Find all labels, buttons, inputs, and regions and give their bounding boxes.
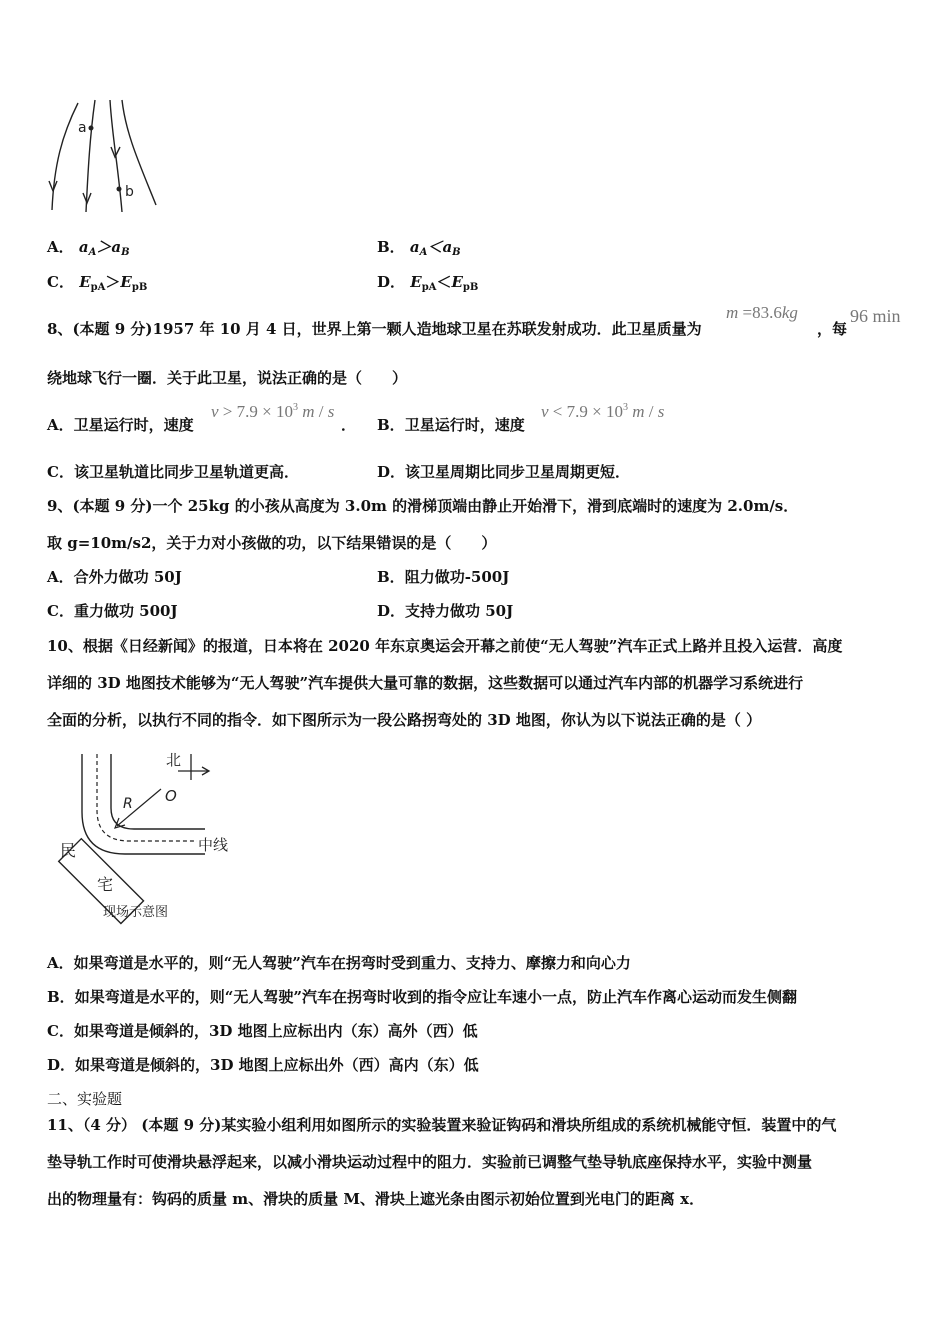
q9-option-a [47, 566, 182, 587]
q8-option-c [47, 461, 299, 482]
q11-score: （4 分） [82, 1116, 137, 1134]
option-letter: C． [47, 602, 74, 620]
option-letter: B． [377, 416, 405, 434]
question-number: 8、 [47, 320, 73, 338]
road-midline [97, 754, 197, 841]
q8-a-formula: $v > 7.9 \times 10^3$ m / s [211, 402, 335, 421]
option-letter: C． [47, 463, 74, 481]
q8-option-d [377, 461, 630, 482]
label-a: a [78, 120, 87, 136]
q11-line1 [47, 1114, 836, 1135]
option-text: 该卫星周期比同步卫星周期更短． [405, 463, 631, 481]
q8-option-b [377, 414, 525, 435]
q11-line2: 垫导轨工作时可使滑块悬浮起来，以减小滑块运动过程中的阻力．实验前已调整气垫导轨底座保持水平，实验中测量 [47, 1153, 813, 1171]
q8-line1 [47, 318, 702, 339]
option-letter: D． [377, 463, 406, 481]
option-letter: D． [377, 602, 406, 620]
option-text: 如果弯道是水平的，则“无人驾驶”汽车在拐弯时收到的指令应让车速小一点，防止汽车作离心运动而发生侧翻 [74, 988, 797, 1006]
option-text: 卫星运行时，速度 [73, 416, 194, 434]
house-label-2: 宅 [97, 875, 114, 894]
q8-option-a [47, 414, 194, 435]
q9-line2: 取 g=10m/s2，关于力对小孩做的功，以下结果错误的是（ ） [47, 534, 497, 552]
figure-caption: 现场示意图 [103, 905, 169, 920]
radius-label: R [123, 796, 133, 812]
option-letter: B． [377, 238, 405, 256]
option-text: 支持力做功 50J [405, 602, 514, 620]
q7-a-expression: $a_A>a_B$ [78, 238, 130, 258]
q10-line3: 全面的分析，以执行不同的指令．如下图所示为一段公路拐弯处的 3D 地图，你认为以下说法正确的是（ ） [47, 711, 762, 729]
q10-option-b [47, 986, 797, 1007]
q9-stem: (本题 9 分)一个 25kg 的小孩从高度为 3.0m 的滑梯顶端由静止开始滑下，滑到底端时的速度为 2.0m/s． [72, 497, 799, 515]
q7-option-a [47, 236, 130, 258]
option-letter: A． [47, 416, 74, 434]
q10-line2: 详细的 3D 地图技术能够为“无人驾驶”汽车提供大量可靠的数据，这些数据可以通过汽车内部的机器学习系统进行 [47, 674, 804, 692]
q7-option-c [47, 271, 147, 293]
option-letter: C． [47, 1022, 74, 1040]
north-label: 北 [166, 751, 182, 769]
q7-c-expression: $E_{pA}>E_{pB}$ [79, 273, 148, 293]
q10-option-a [47, 952, 631, 973]
q11-line3: 出的物理量有：钩码的质量 m、滑块的质量 M、滑块上遮光条由图示初始位置到光电门的距离 x． [47, 1190, 705, 1208]
q9-line1 [47, 495, 798, 516]
q8-comma: ，每 [817, 320, 848, 338]
option-text: 如果弯道是倾斜的，3D 地图上应标出外（西）高内（东）低 [75, 1056, 479, 1074]
option-letter: A． [47, 238, 74, 256]
question-number: 11、 [47, 1116, 83, 1134]
q8-period-formula: 96 min [850, 306, 901, 326]
option-text: 重力做功 500J [73, 602, 178, 620]
q7-b-expression: $a_A<a_B$ [409, 238, 461, 258]
option-letter: A． [47, 568, 74, 586]
label-b: b [125, 184, 134, 200]
q8-b-formula: $v < 7.9 \times 10^3$ m / s [541, 402, 665, 421]
field-line-1 [52, 103, 78, 210]
option-text: 如果弯道是水平的，则“无人驾驶”汽车在拐弯时受到重力、支持力、摩擦力和向心力 [73, 954, 631, 972]
section-title: 二、实验题 [47, 1090, 123, 1108]
question-number: 9、 [47, 497, 73, 515]
q9-option-c [47, 600, 178, 621]
center-label: O [165, 787, 177, 805]
q9-option-d [377, 600, 513, 621]
option-text: 该卫星轨道比同步卫星轨道更高． [73, 463, 299, 481]
arrow-head-1 [49, 181, 57, 191]
house-label-1: 民 [60, 841, 77, 860]
road-curve-figure [45, 742, 245, 922]
option-letter: D． [377, 273, 406, 291]
option-text: 合外力做功 50J [73, 568, 182, 586]
q10-stem: 根据《日经新闻》的报道，日本将在 2020 年东京奥运会开幕之前使“无人驾驶”汽车正式上路并且投入运营．高度 [82, 637, 843, 655]
option-letter: B． [47, 988, 75, 1006]
q8-mass-formula: m =83.6kg [726, 303, 798, 322]
q8-line2: 绕地球飞行一圈．关于此卫星，说法正确的是（ ） [47, 369, 408, 387]
point-b [117, 187, 122, 192]
q11-stem: (本题 9 分)某实验小组利用如图所示的实验装置来验证钩码和滑块所组成的系统机械能守恒．装置中的气 [136, 1116, 837, 1134]
option-letter: D． [47, 1056, 76, 1074]
point-a [89, 126, 94, 131]
q7-option-d [377, 271, 478, 293]
option-letter: A． [47, 954, 74, 972]
q10-option-c [47, 1020, 478, 1041]
q8-a-tail: ． [341, 416, 357, 434]
option-text: 如果弯道是倾斜的，3D 地图上应标出内（东）高外（西）低 [73, 1022, 478, 1040]
q10-option-d [47, 1054, 479, 1075]
q8-stem: (本题 9 分)1957 年 10 月 4 日，世界上第一颗人造地球卫星在苏联发射成功．此卫星质量为 [72, 320, 702, 338]
question-number: 10、 [47, 637, 83, 655]
q10-line1 [47, 635, 842, 656]
midline-label: 中线 [198, 836, 229, 854]
q7-option-b [377, 236, 461, 258]
field-lines-figure [40, 95, 160, 215]
q9-option-b [377, 566, 509, 587]
option-letter: B． [377, 568, 405, 586]
q7-d-expression: $E_{pA}<E_{pB}$ [410, 273, 479, 293]
option-text: 卫星运行时，速度 [404, 416, 525, 434]
option-letter: C． [47, 273, 74, 291]
option-text: 阻力做功-500J [404, 568, 510, 586]
